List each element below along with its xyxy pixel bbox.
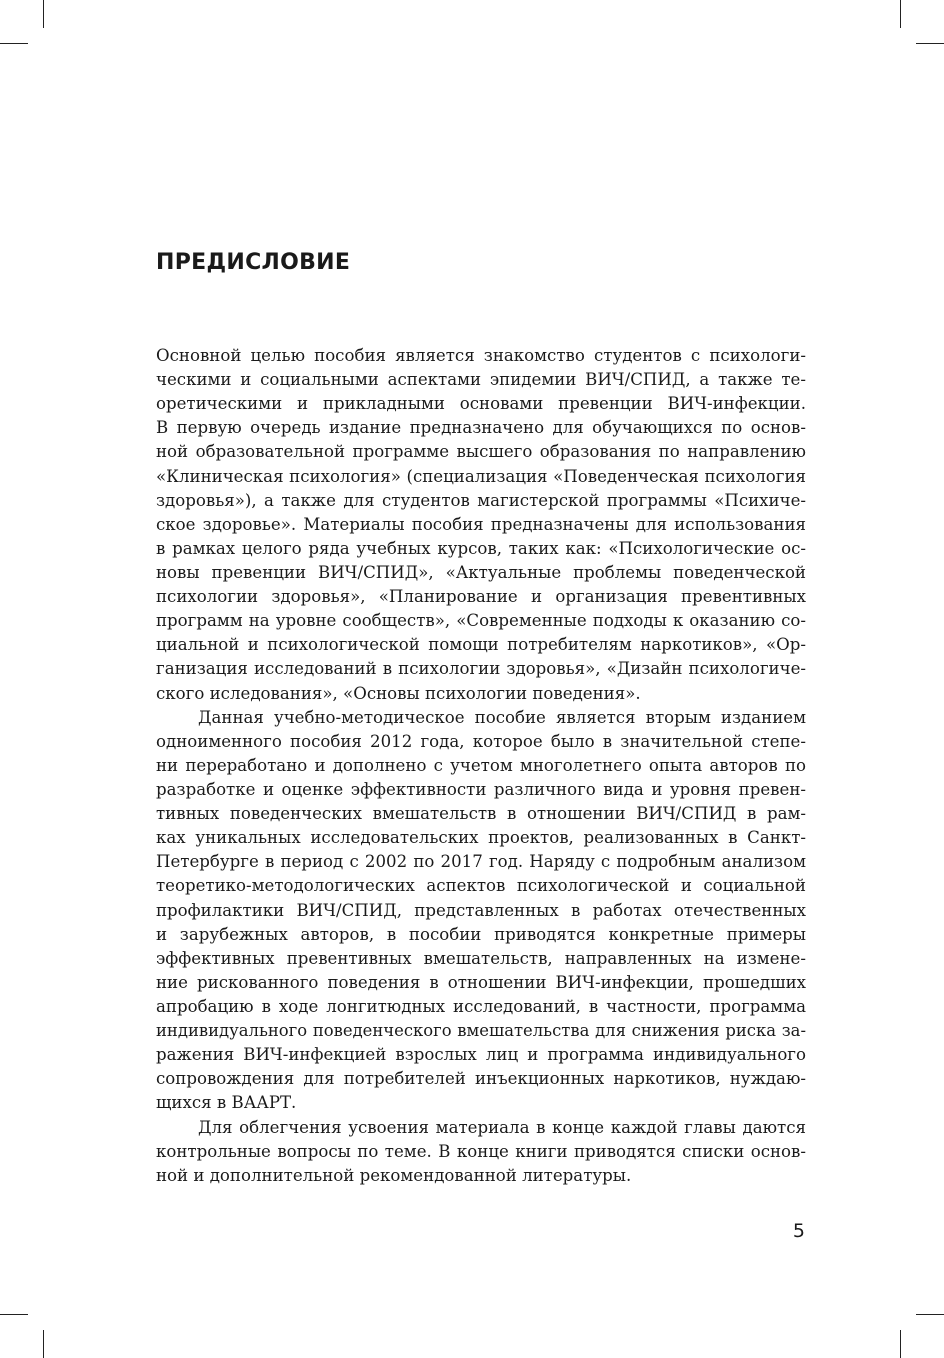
text-line: ной образовательной программе высшего образования по направлению	[156, 442, 806, 462]
text-line: контрольные вопросы по теме. В конце книги приводятся списки основ-	[156, 1141, 806, 1161]
text-line: ского иследования», «Основы психологии поведения».	[156, 683, 641, 703]
crop-mark-top-right-horizontal	[916, 43, 944, 44]
text-line: профилактики ВИЧ/СПИД, представленных в работах отечественных	[156, 900, 806, 920]
text-line: здоровья»), а также для студентов магистерской программы «Психиче-	[156, 490, 806, 510]
text-line: Для облегчения усвоения материала в конце каждой главы даются	[198, 1117, 806, 1137]
text-line: В первую очередь издание предназначено для обучающихся по основ-	[156, 418, 806, 438]
text-line: индивидуального поведенческого вмешательства для снижения риска за-	[156, 1021, 806, 1041]
text-line: циальной и психологической помощи потребителям наркотиков», «Ор-	[156, 635, 806, 655]
text-line: ражения ВИЧ-инфекцией взрослых лиц и программа индивидуального	[156, 1045, 806, 1065]
crop-mark-top-left-vertical	[43, 0, 44, 28]
text-line: Данная учебно-методическое пособие является вторым изданием	[198, 707, 806, 727]
text-line: ной и дополнительной рекомендованной литературы.	[156, 1165, 632, 1185]
text-line: и зарубежных авторов, в пособии приводятся конкретные примеры	[156, 924, 806, 944]
text-line: оретическими и прикладными основами превенции ВИЧ-инфекции.	[156, 394, 806, 414]
crop-mark-top-right-vertical	[900, 0, 901, 28]
text-line: Основной целью пособия является знакомство студентов с психологи-	[156, 346, 806, 365]
text-line: одноименного пособия 2012 года, которое было в значительной степе-	[156, 731, 806, 751]
crop-mark-bottom-left-horizontal	[0, 1314, 28, 1315]
text-line: сопровождения для потребителей инъекционных наркотиков, нуждаю-	[156, 1069, 806, 1089]
text-line: ческими и социальными аспектами эпидемии ВИЧ/СПИД, а также те-	[156, 370, 806, 390]
text-line: психологии здоровья», «Планирование и организация превентивных	[156, 587, 806, 607]
chapter-heading: ПРЕДИСЛОВИЕ	[156, 250, 351, 275]
text-line: тивных поведенческих вмешательств в отношении ВИЧ/СПИД в рам-	[156, 804, 806, 824]
text-line: ках уникальных исследовательских проектов, реализованных в Санкт-	[156, 828, 806, 848]
page-number: 5	[792, 1220, 805, 1242]
crop-mark-top-left-horizontal	[0, 43, 28, 44]
text-line: апробацию в ходе лонгитюдных исследований, в частности, программа	[156, 996, 806, 1016]
text-line: ние рискованного поведения в отношении ВИЧ-инфекции, прошедших	[156, 972, 806, 992]
text-line: ни переработано и дополнено с учетом многолетнего опыта авторов по	[156, 755, 806, 775]
text-line: в рамках целого ряда учебных курсов, таких как: «Психологические ос-	[156, 538, 806, 558]
text-line: ское здоровье». Материалы пособия предназначены для использования	[156, 514, 806, 534]
text-line: программ на уровне сообществ», «Современные подходы к оказанию со-	[156, 611, 806, 631]
text-line: эффективных превентивных вмешательств, направленных на измене-	[156, 948, 806, 968]
text-line: «Клиническая психология» (специализация «Поведенческая психология	[156, 466, 806, 486]
text-line: теоретико-методологических аспектов психологической и социальной	[156, 876, 806, 896]
preface-body	[156, 344, 806, 1188]
crop-mark-bottom-right-horizontal	[916, 1314, 944, 1315]
text-line: разработке и оценке эффективности различного вида и уровня превен-	[156, 779, 806, 799]
text-line: Петербурге в период с 2002 по 2017 год. Наряду с подробным анализом	[156, 852, 806, 872]
text-line: щихся в ВААРТ.	[156, 1093, 297, 1113]
text-line: ганизация исследований в психологии здоровья», «Дизайн психологиче-	[156, 659, 806, 679]
crop-mark-bottom-right-vertical	[900, 1330, 901, 1358]
text-line: новы превенции ВИЧ/СПИД», «Актуальные проблемы поведенческой	[156, 562, 806, 582]
crop-mark-bottom-left-vertical	[43, 1330, 44, 1358]
